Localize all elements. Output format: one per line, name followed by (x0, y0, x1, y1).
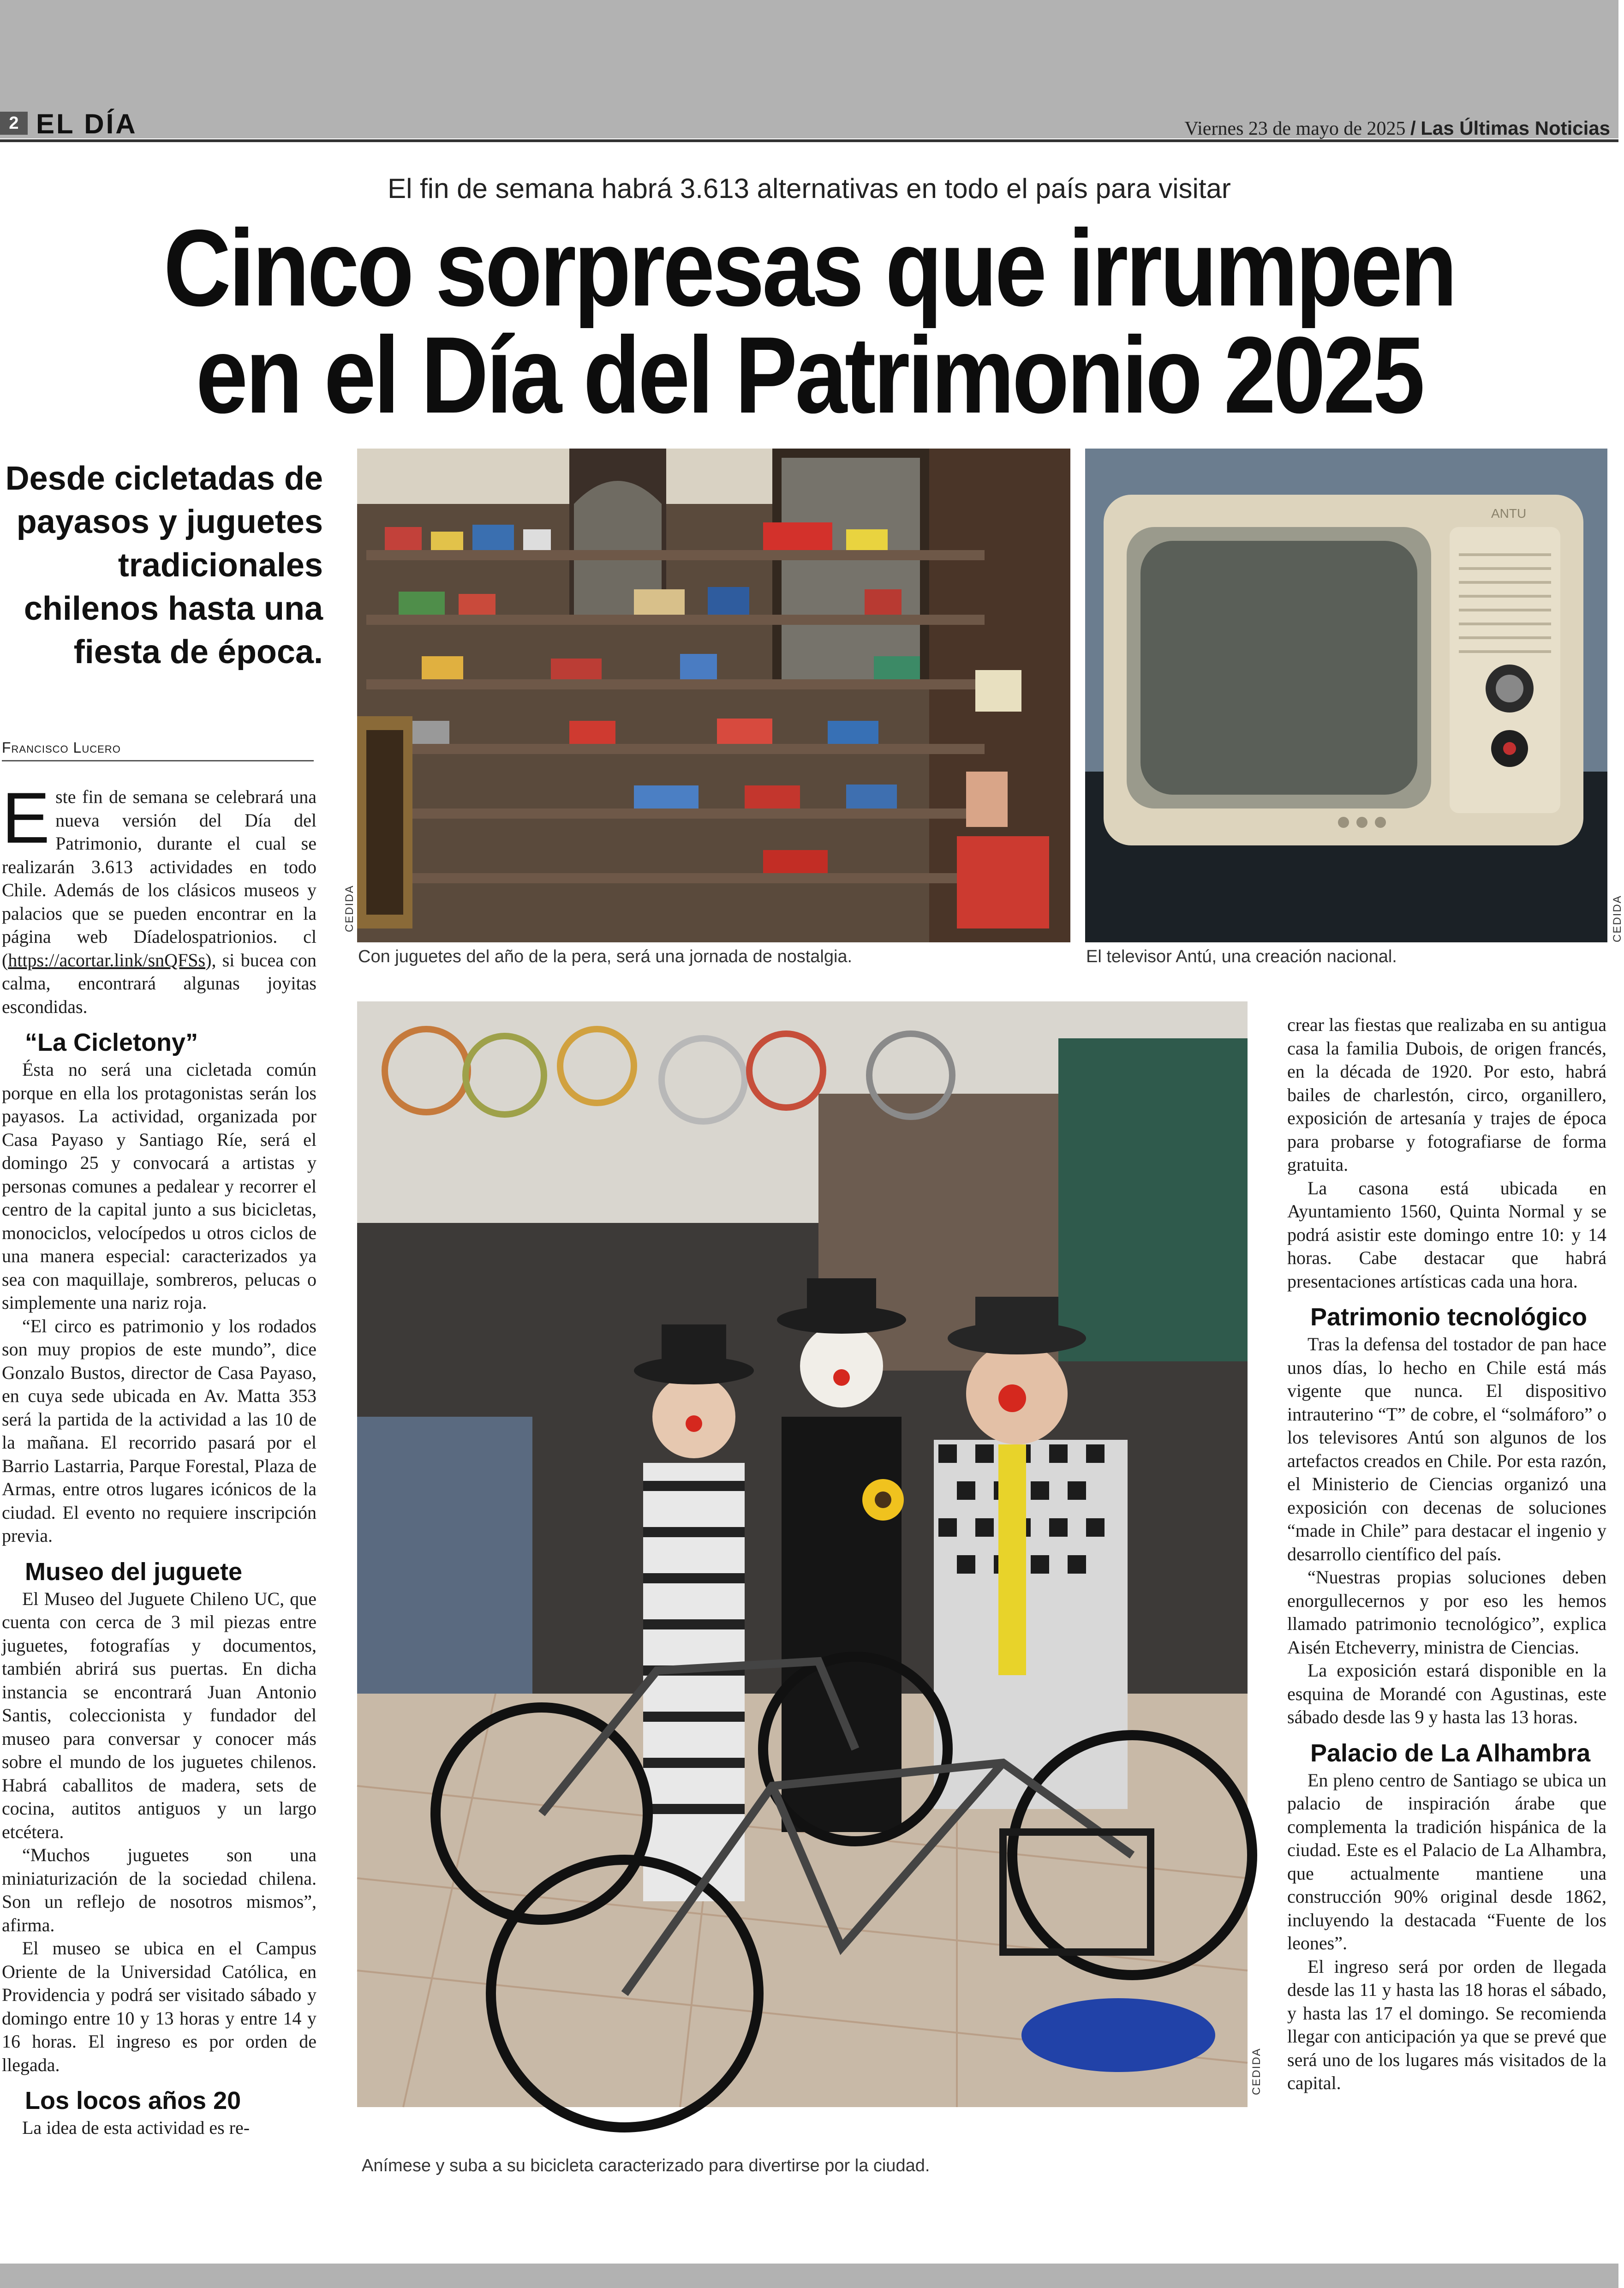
page-number: 2 (0, 112, 28, 135)
toy-shelves-image (357, 449, 1070, 942)
tecnologico-paragraph-3: La exposición estará disponible en la esquina de Morandé con Agustinas, este sábado desde las 9 y hasta las 13 horas. (1287, 1660, 1606, 1727)
publication-name: Las Últimas Noticias (1421, 117, 1610, 139)
deck-subheading: Desde cicletadas de payasos y juguetes tradicionales chilenos hasta una fiesta de época. (5, 460, 323, 671)
alhambra-paragraph-1: En pleno centro de Santiago se ubica un palacio de inspiración árabe que complementa la tradición hispánica de la ciudad. Este es el Palacio de La Alhambra, que actualmente mantiene una construcción 90% original desde 1862, incluyendo la destacada “Fuente de los leones”. (1287, 1769, 1606, 1953)
headline-line-1: Cinco sorpresas que irrumpen (163, 207, 1455, 329)
bottom-margin-band (0, 2264, 1618, 2288)
tv-photo-caption: El televisor Antú, una creación nacional. (1086, 947, 1397, 966)
subhead-museo-juguete: Museo del juguete (25, 1557, 243, 1586)
locos-paragraph-start: La idea de esta actividad es re- (22, 2117, 250, 2138)
author-name: Francisco Lucero (2, 739, 121, 756)
dateline (1184, 117, 1610, 140)
tv-brand-label: ANTU (1491, 506, 1527, 521)
television-image (1085, 449, 1607, 942)
museo-paragraph-1: El Museo del Juguete Chileno UC, que cuenta con cerca de 3 mil piezas entre juguetes, fotografías y documentos, también abrirá sus puertas. En dicha instancia se encontrará Juan Antonio Santis, coleccionista y fundador del museo para conversar y conocer más sobre el mundo de los juguetes chilenos. Habrá caballitos de madera, sets de cocina, autitos antiguos y un largo etcétera. (2, 1588, 316, 1842)
subhead-palacio-alhambra: Palacio de La Alhambra (1310, 1739, 1591, 1767)
intro-text: ste fin de semana se celebrará una nueva versión del Día del Patrimonio, durante el cual se realizarán 3.613 actividades en todo Chile. Además de los clásicos museos y palacios que se pueden encontrar en la página web Díadelospatrionios. cl ( (2, 786, 316, 970)
section-name: EL DÍA (36, 108, 137, 139)
alhambra-paragraph-2: El ingreso será por orden de llegada desde las 11 y hasta las 18 horas el sábado, y hasta las 17 el domingo. Se recomienda llegar con anticipación ya que se prevé que será uno de los lugares más visitados de la capital. (1287, 1956, 1606, 2093)
drop-cap: E (2, 778, 50, 858)
intro-paragraph (2, 778, 316, 1018)
cicletony-paragraph-2: “El circo es patrimonio y los rodados son muy propios de este mundo”, dice Gonzalo Bustos, director de Casa Payaso, en cuya sede ubicada en Av. Matta 353 será la partida de la actividad a las 10 de la mañana. El recorrido pasará por el Barrio Lastarria, Parque Forestal, Plaza de Armas, entre otros lugares icónicos de la ciudad. El evento no requiere inscripción previa. (2, 1315, 316, 1546)
cicletony-paragraph-1: Ésta no será una cicletada común porque en ella los protagonistas serán los payasos. La actividad, organizada por Casa Payaso y Santiago Ríe, será el domingo 25 y convocará a artistas y personas comunes a pedalear y recorrer el centro de la capital junto a sus bicicletas, monociclos, velocípedos u otros ciclos de una manera especial: caracterizados ya sea con maquillaje, sombreros, pelucas o simplemente una nariz roja. (2, 1059, 316, 1313)
locos-paragraph-continued: crear las fiestas que realizaba en su antigua casa la familia Dubois, de origen francés, en la década de 1920. Por esto, habrá bailes de charlestón, circo, organillero, exposición de artesanía y trajes de época para probarse y fotografiarse de forma gratuita. (1287, 1014, 1606, 1175)
tv-photo-credit: CEDIDA (1611, 895, 1624, 942)
clowns-bicycles-image (357, 1001, 1248, 2107)
tecnologico-paragraph-2: “Nuestras propias soluciones deben enorgullecernos y por eso les hemos llamado patrimonio tecnológico”, explica Aisén Etcheverry, ministra de Ciencias. (1287, 1567, 1606, 1658)
issue-date: Viernes 23 de mayo de 2025 (1184, 118, 1406, 139)
clowns-photo (357, 1001, 1248, 2107)
headline (113, 207, 1505, 436)
clowns-photo-caption: Anímese y suba a su bicicleta caracterizado para divertirse por la ciudad. (362, 2156, 930, 2175)
tv-photo (1085, 449, 1607, 942)
toys-photo-caption: Con juguetes del año de la pera, será una jornada de nostalgia. (358, 947, 853, 966)
locos-paragraph-2: La casona está ubicada en Ayuntamiento 1560, Quinta Normal y se podrá asistir este domingo entre 10: y 14 horas. Cabe destacar que habrá presentaciones artísticas cada una hora. (1287, 1177, 1606, 1292)
body-column-3 (1287, 1013, 1606, 2095)
page-header (0, 106, 1618, 142)
source-link[interactable]: https://acortar.link/snQFSs (8, 949, 206, 970)
body-column-1 (2, 778, 316, 2140)
dateline-separator: / (1410, 117, 1416, 139)
subhead-cicletony: “La Cicletony” (25, 1029, 198, 1056)
museo-paragraph-3: El museo se ubica en el Campus Oriente de la Universidad Católica, en Providencia y podrá ser visitado sábado y domingo entre 10 y 13 horas y entre 14 y 16 horas. El ingreso es por orden de llegada. (2, 1938, 316, 2075)
tecnologico-paragraph-1: Tras la defensa del tostador de pan hace unos días, lo hecho en Chile está más vigente que nunca. El dispositivo intrauterino “T” de cobre, el “solmáforo” o los televisores Antú son algunos de los artefactos creados en Chile. Por esta razón, el Ministerio de Ciencias organizó una exposición con decenas de soluciones “made in Chile” para destacar el ingenio y desarrollo científico del país. (1287, 1334, 1606, 1564)
intro-text-end: ), si bucea con calma, encontrará algunas joyitas escondidas. (2, 949, 316, 1017)
clowns-photo-credit: CEDIDA (1250, 2048, 1263, 2095)
toys-photo (357, 449, 1070, 942)
headline-line-2: en el Día del Patrimonio 2025 (196, 314, 1423, 436)
subhead-locos-anos-20: Los locos años 20 (25, 2087, 241, 2114)
subhead-patrimonio-tecnologico: Patrimonio tecnológico (1310, 1303, 1588, 1331)
byline (2, 739, 314, 761)
museo-paragraph-2: “Muchos juguetes son una miniaturización de la sociedad chilena. Son un reflejo de nosotros mismos”, afirma. (2, 1845, 316, 1935)
kicker: El fin de semana habrá 3.613 alternativas en todo el país para visitar (388, 173, 1231, 204)
toys-photo-credit: CEDIDA (343, 885, 356, 932)
